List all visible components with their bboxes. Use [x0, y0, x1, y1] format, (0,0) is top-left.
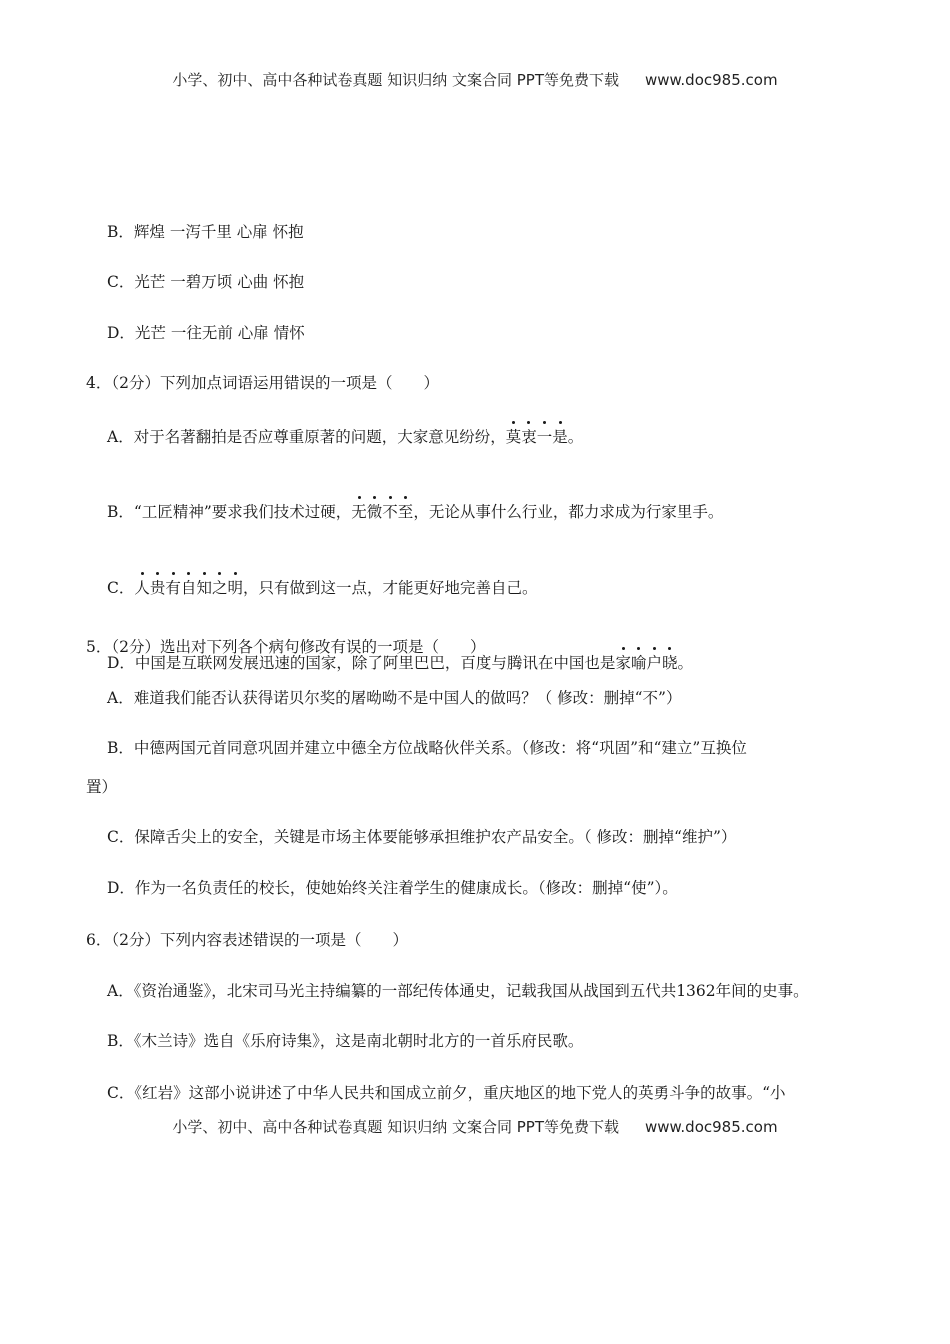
q5-option-b-cont: 置）	[86, 778, 118, 796]
q4-option-c	[107, 577, 950, 599]
header-banner	[0, 69, 950, 90]
dotted-char: 莫	[505, 428, 522, 446]
dotted-char: 一	[536, 428, 553, 446]
dotted-char: 衷	[521, 428, 537, 446]
q6-option-b: B．《木兰诗》选自《乐府诗集》，这是南北朝时北方的一首乐府民歌。	[107, 1032, 584, 1050]
dotted-char: 晓	[661, 654, 678, 672]
dotted-char: 无	[351, 503, 367, 521]
q5-option-c: C．保障舌尖上的安全，关键是市场主体要能够承担维护农产品安全。（ 修改：删掉“维护”）	[107, 828, 737, 846]
q4-option-b	[107, 501, 950, 523]
dotted-char: 不	[382, 503, 398, 521]
q4-a-text-end: 。	[567, 428, 584, 446]
dotted-char: 之	[211, 579, 228, 597]
dotted-char: 至	[397, 503, 414, 521]
q4-option-a	[107, 426, 950, 448]
dotted-char: 户	[646, 654, 662, 672]
dotted-char: 家	[615, 654, 631, 672]
dotted-char: 贵	[149, 579, 166, 597]
footer-banner	[0, 1116, 950, 1137]
q6-option-a: A．《资治通鉴》，北宋司马光主持编纂的一部纪传体通史，记载我国从战国到五代共1362年间的史事。	[107, 982, 809, 1000]
q4-b-text-end: ，无论从事什么行业，都力求成为行家里手。	[413, 503, 724, 521]
dotted-char: 知	[196, 579, 212, 597]
dotted-char: 喻	[630, 654, 647, 672]
q4-c-text: C．	[107, 579, 135, 597]
q3-option-c: C．光芒 一碧万顷 心曲 怀抱	[107, 273, 305, 291]
banner-site-link[interactable]: www.doc985.com	[644, 71, 778, 89]
dotted-char: 是	[552, 428, 568, 446]
q4-a-text: A．对于名著翻拍是否应尊重原著的问题，大家意见纷纷，	[107, 428, 506, 446]
dotted-char: 人	[134, 579, 150, 597]
dotted-char: 有	[165, 579, 181, 597]
q4-d-text-end: 。	[677, 654, 694, 672]
dotted-char: 自	[180, 579, 197, 597]
q4-stem: 4．（2分）下列加点词语运用错误的一项是（ ）	[86, 374, 439, 392]
q4-d-text: D．中国是互联网发展迅速的国家，除了阿里巴巴，百度与腾讯在中国也是	[107, 654, 616, 672]
q3-option-d: D．光芒 一往无前 心扉 情怀	[107, 324, 305, 342]
q5-option-b: B．中德两国元首同意巩固并建立中德全方位战略伙伴关系。（修改：将“巩固”和“建立”互换位	[107, 739, 747, 757]
q4-c-text-end: ，只有做到这一点，才能更好地完善自己。	[242, 579, 538, 597]
q5-stem: 5．（2分）选出对下列各个病句修改有误的一项是（ ）	[86, 638, 486, 656]
q5-option-a: A．难道我们能否认获得诺贝尔奖的屠呦呦不是中国人的做吗？（ 修改：删掉“不”）	[107, 689, 682, 707]
q4-b-text: B．“工匠精神”要求我们技术过硬，	[107, 503, 352, 521]
dotted-char: 微	[366, 503, 383, 521]
banner-text: 小学、初中、高中各种试卷真题 知识归纳 文案合同 PPT等免费下载	[172, 71, 619, 89]
banner-site-link[interactable]: www.doc985.com	[644, 1118, 778, 1136]
q3-option-b: B．辉煌 一泻千里 心扉 怀抱	[107, 223, 304, 241]
q6-stem: 6．（2分）下列内容表述错误的一项是（ ）	[86, 931, 408, 949]
q5-option-d: D．作为一名负责任的校长，使她始终关注着学生的健康成长。（修改：删掉“使”）。	[107, 879, 678, 897]
banner-text: 小学、初中、高中各种试卷真题 知识归纳 文案合同 PPT等免费下载	[172, 1118, 619, 1136]
q6-option-c: C．《红岩》这部小说讲述了中华人民共和国成立前夕，重庆地区的地下党人的英勇斗争的故事。“小	[107, 1084, 786, 1102]
dotted-char: 明	[227, 579, 243, 597]
